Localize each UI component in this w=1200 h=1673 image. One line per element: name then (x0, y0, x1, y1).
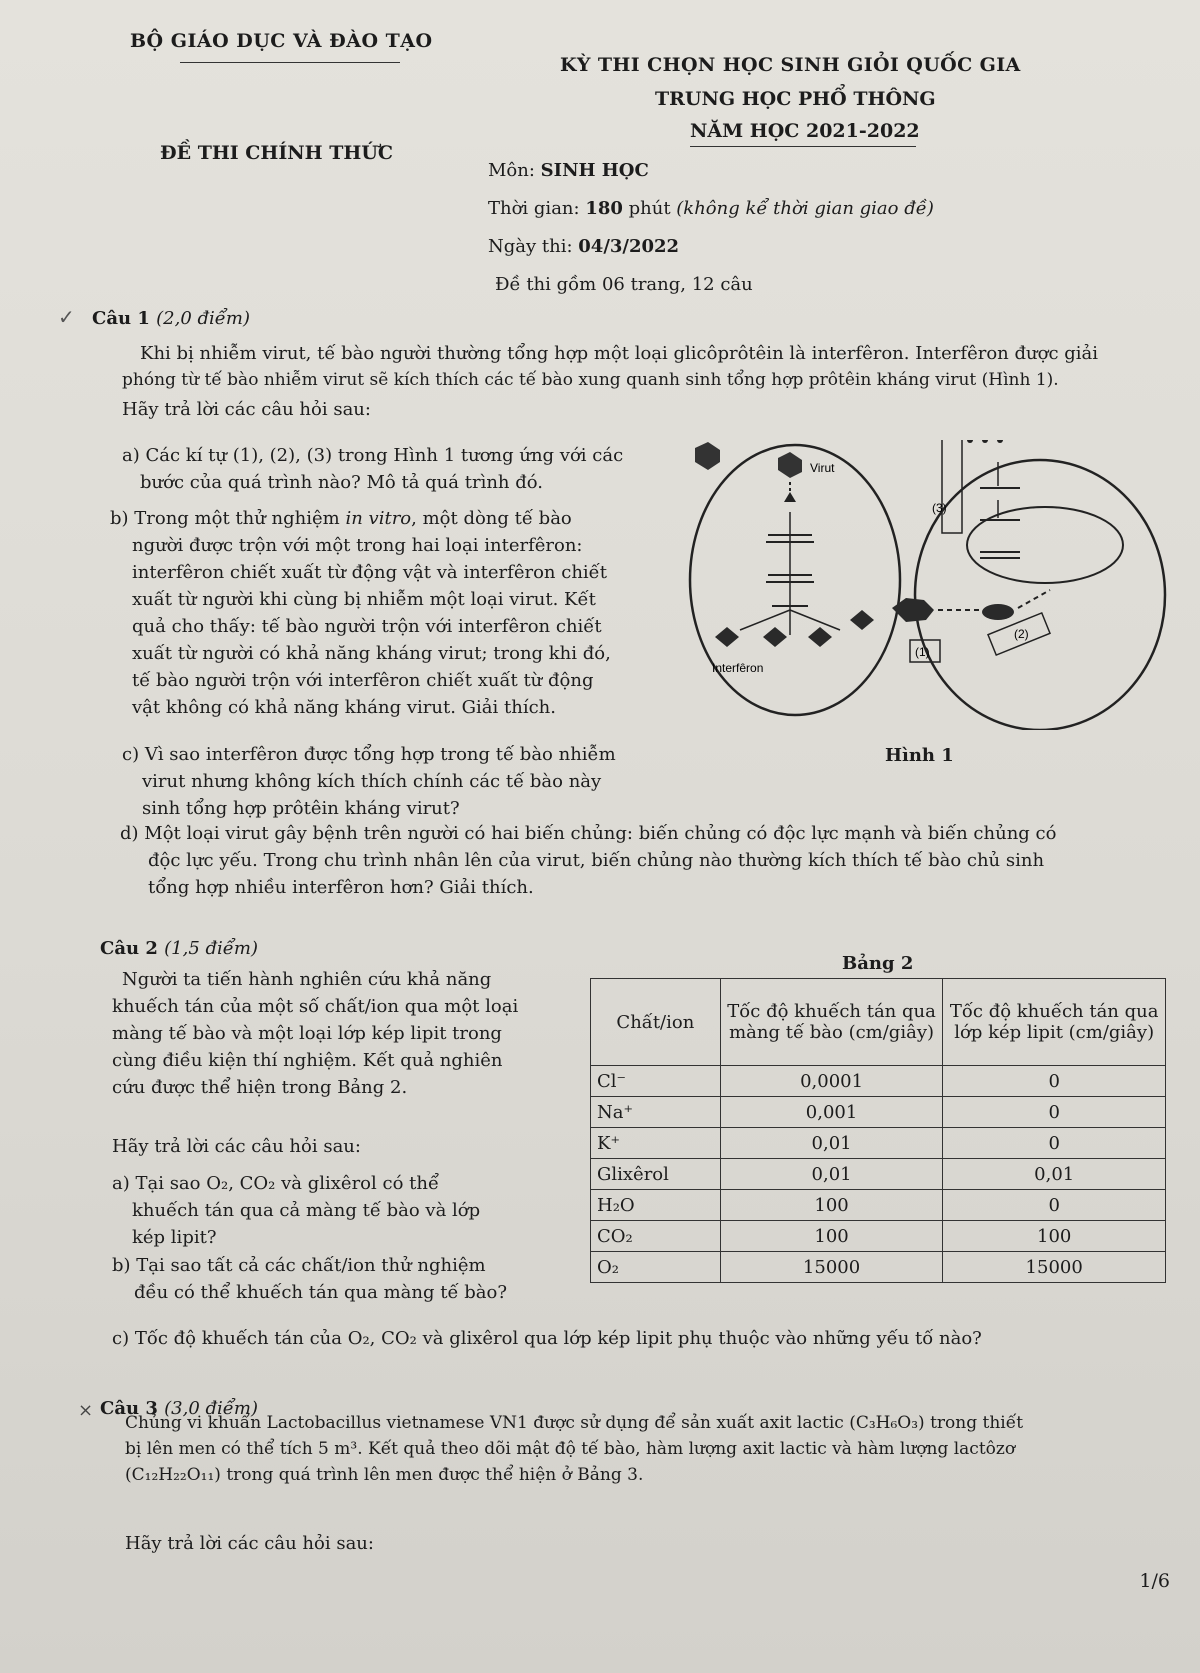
q1-b-post: , một dòng tế bào (411, 508, 572, 529)
q2-heading (100, 938, 258, 959)
table-cell: Glixêrol (591, 1159, 721, 1190)
q1-c-line: virut nhưng không kích thích chính các tế bào này (142, 771, 602, 792)
signal-molecule (982, 604, 1014, 620)
q1-part-a (122, 442, 682, 496)
school-level: TRUNG HỌC PHỔ THÔNG (655, 88, 936, 110)
table-2-caption: Bảng 2 (842, 953, 914, 974)
label-3: (3) (932, 501, 947, 515)
table-cell: H₂O (591, 1190, 721, 1221)
dot (997, 440, 1003, 443)
q3-body (125, 1410, 1185, 1488)
table-cell: O₂ (591, 1252, 721, 1283)
q2-part-b (112, 1252, 582, 1306)
neighbor-cell (915, 460, 1165, 730)
nucleus (967, 507, 1123, 583)
check-mark: ✓ (58, 305, 75, 329)
table-row (591, 1097, 1166, 1128)
interferon-diamond (763, 627, 787, 647)
table-2 (590, 978, 1166, 1283)
official-exam-label: ĐỀ THI CHÍNH THỨC (160, 142, 393, 164)
dot (967, 440, 973, 443)
table-cell: 0,01 (943, 1159, 1166, 1190)
q3-prompt: Hãy trả lời các câu hỏi sau: (125, 1533, 374, 1554)
date-label: Ngày thi: (488, 236, 579, 257)
virus-label: Virut (810, 461, 835, 475)
table-row (591, 1252, 1166, 1283)
q3-line: Chủng vi khuẩn Lactobacillus vietnamese VN1 được sử dụng để sản xuất axit lactic (C₃H₆O₃) trong thiết (125, 1413, 1024, 1433)
q1-part-d (120, 820, 1180, 901)
table-cell: 100 (720, 1221, 943, 1252)
branch (740, 610, 790, 630)
q2-title: Câu 2 (100, 938, 158, 959)
table-cell: 0 (943, 1066, 1166, 1097)
q1-part-b (110, 505, 680, 721)
table-cell: 0,01 (720, 1159, 943, 1190)
subject-label: Môn: (488, 160, 541, 181)
table-cell: Cl⁻ (591, 1066, 721, 1097)
table-row (591, 1159, 1166, 1190)
nuclear-channel (942, 440, 962, 533)
time-note: (không kể thời gian giao đề) (676, 198, 934, 219)
table-row (591, 1066, 1166, 1097)
figure-1-caption: Hình 1 (885, 745, 954, 766)
q1-prompt: Hãy trả lời các câu hỏi sau: (122, 399, 371, 420)
q2-intro-line: khuếch tán của một số chất/ion qua một loại (112, 996, 519, 1017)
q1-d-line: độc lực yếu. Trong chu trình nhân lên của virut, biến chủng nào thường kích thích tế bào chủ sinh (148, 850, 1045, 871)
table-cell: 0 (943, 1190, 1166, 1221)
q1-b-line: vật không có khả năng kháng virut. Giải thích. (132, 697, 556, 718)
virus-particle (695, 442, 720, 470)
time-label: Thời gian: (488, 198, 586, 219)
q1-d-line: d) Một loại virut gây bệnh trên người có hai biến chủng: biến chủng có độc lực mạnh và biến chủng có (120, 823, 1057, 844)
table-row (591, 1128, 1166, 1159)
q2-intro (112, 966, 577, 1101)
time-unit: phút (622, 198, 677, 219)
branch (790, 610, 840, 630)
q1-c-line: sinh tổng hợp prôtêin kháng virut? (142, 798, 460, 819)
table-header-row (591, 979, 1166, 1066)
page-number: 1/6 (1139, 1570, 1170, 1592)
interferon-diamond (850, 610, 874, 630)
table-cell: 0,001 (720, 1097, 943, 1128)
q1-b-line (110, 505, 680, 532)
q3-line: bị lên men có thể tích 5 m³. Kết quả theo dõi mật độ tế bào, hàm lượng axit lactic và hàm lượng lactôzơ (125, 1439, 1016, 1459)
table-row (591, 1190, 1166, 1221)
pages-info: Đề thi gồm 06 trang, 12 câu (495, 274, 753, 295)
ministry-underline (180, 62, 400, 63)
table-header: Tốc độ khuếch tán qua màng tế bào (cm/giây) (720, 979, 943, 1066)
q1-b-line: xuất từ người có khả năng kháng virut; trong khi đó, (132, 643, 611, 664)
q2-intro-line: cứu được thể hiện trong Bảng 2. (112, 1077, 408, 1098)
q2-a-line: khuếch tán qua cả màng tế bào và lớp (132, 1200, 481, 1221)
table-cell: 0,0001 (720, 1066, 943, 1097)
virus-particle (778, 452, 802, 478)
q1-b-line: interfêron chiết xuất từ động vật và interfêron chiết (132, 562, 607, 583)
table-header: Tốc độ khuếch tán qua lớp kép lipit (cm/giây) (943, 979, 1166, 1066)
q2-intro-line: màng tế bào và một loại lớp kép lipit trong (112, 1023, 502, 1044)
q2-a-line: kép lipit? (132, 1227, 217, 1248)
q1-points: (2,0 điểm) (156, 308, 250, 329)
table-cell: 15000 (943, 1252, 1166, 1283)
q1-intro-1: Khi bị nhiễm virut, tế bào người thường tổng hợp một loại glicôprôtêin là interfêron. Interfêron được giải (140, 343, 1099, 364)
q3-title: Câu 3 (100, 1398, 158, 1419)
q2-part-a (112, 1170, 577, 1251)
q1-b-pre: b) Trong một thử nghiệm (110, 508, 346, 529)
label-2: (2) (1014, 627, 1029, 641)
interferon-diamond (808, 627, 832, 647)
q2-part-c: c) Tốc độ khuếch tán của O₂, CO₂ và glixêrol qua lớp kép lipit phụ thuộc vào những yếu tố nào? (112, 1328, 982, 1349)
ministry-name: BỘ GIÁO DỤC VÀ ĐÀO TẠO (130, 30, 433, 52)
date-value: 04/3/2022 (578, 236, 680, 257)
q2-b-line: b) Tại sao tất cả các chất/ion thử nghiệm (112, 1255, 486, 1276)
date-line (488, 236, 679, 257)
interferon-label: Interfêron (712, 661, 764, 675)
table-cell: 0 (943, 1128, 1166, 1159)
q1-heading (92, 308, 250, 329)
q1-b-line: người được trộn với một trong hai loại interfêron: (132, 535, 583, 556)
q1-b-line: quả cho thấy: tế bào người trộn với interfêron chiết (132, 616, 602, 637)
subject-value: SINH HỌC (540, 160, 649, 181)
q3-line: (C₁₂H₂₂O₁₁) trong quá trình lên men được thể hiện ở Bảng 3. (125, 1465, 644, 1485)
table-row (591, 1221, 1166, 1252)
time-value: 180 (585, 198, 623, 219)
q1-b-line: xuất từ người khi cùng bị nhiễm một loại virut. Kết (132, 589, 596, 610)
interferon-diamond (715, 627, 739, 647)
table-cell: 15000 (720, 1252, 943, 1283)
table-cell: 100 (943, 1221, 1166, 1252)
table-header: Chất/ion (591, 979, 721, 1066)
table-cell: 100 (720, 1190, 943, 1221)
q2-intro-line: cùng điều kiện thí nghiệm. Kết quả nghiên (112, 1050, 503, 1071)
school-year: NĂM HỌC 2021-2022 (690, 120, 920, 142)
subject-line (488, 160, 649, 181)
q2-prompt: Hãy trả lời các câu hỏi sau: (112, 1136, 361, 1157)
q3-points: (3,0 điểm) (164, 1398, 258, 1419)
q1-a-line: a) Các kí tự (1), (2), (3) trong Hình 1 tương ứng với các (122, 445, 624, 466)
q2-b-line: đều có thể khuếch tán qua màng tế bào? (134, 1282, 507, 1303)
entry-arrowhead (784, 492, 796, 502)
q2-intro-line: Người ta tiến hành nghiên cứu khả năng (122, 969, 492, 990)
table-cell: 0,01 (720, 1128, 943, 1159)
table-cell: 0 (943, 1097, 1166, 1128)
cross-mark: × (78, 1400, 94, 1421)
year-underline (690, 146, 916, 147)
dot (982, 440, 988, 443)
q1-a-line: bước của quá trình nào? Mô tả quá trình đó. (140, 472, 543, 493)
q1-intro-2: phóng từ tế bào nhiễm virut sẽ kích thích các tế bào xung quanh sinh tổng hợp prôtêin kháng virut (Hình 1). (122, 370, 1059, 390)
table-cell: K⁺ (591, 1128, 721, 1159)
table-cell: CO₂ (591, 1221, 721, 1252)
exam-title: KỲ THI CHỌN HỌC SINH GIỎI QUỐC GIA (560, 54, 1021, 76)
q1-title: Câu 1 (92, 308, 150, 329)
time-line (488, 198, 934, 219)
q2-a-line: a) Tại sao O₂, CO₂ và glixêrol có thể (112, 1173, 440, 1194)
q2-points: (1,5 điểm) (164, 938, 258, 959)
table-cell: Na⁺ (591, 1097, 721, 1128)
label-1: (1) (915, 645, 930, 659)
q1-c-line: c) Vì sao interfêron được tổng hợp trong tế bào nhiễm (122, 744, 616, 765)
q1-part-c (122, 741, 682, 822)
q1-b-italic: in vitro (345, 508, 412, 529)
q1-b-line: tế bào người trộn với interfêron chiết xuất từ động (132, 670, 594, 691)
figure-1-diagram (680, 440, 1180, 730)
q1-d-line: tổng hợp nhiều interfêron hơn? Giải thích. (148, 877, 534, 898)
signal-path (1018, 590, 1050, 608)
